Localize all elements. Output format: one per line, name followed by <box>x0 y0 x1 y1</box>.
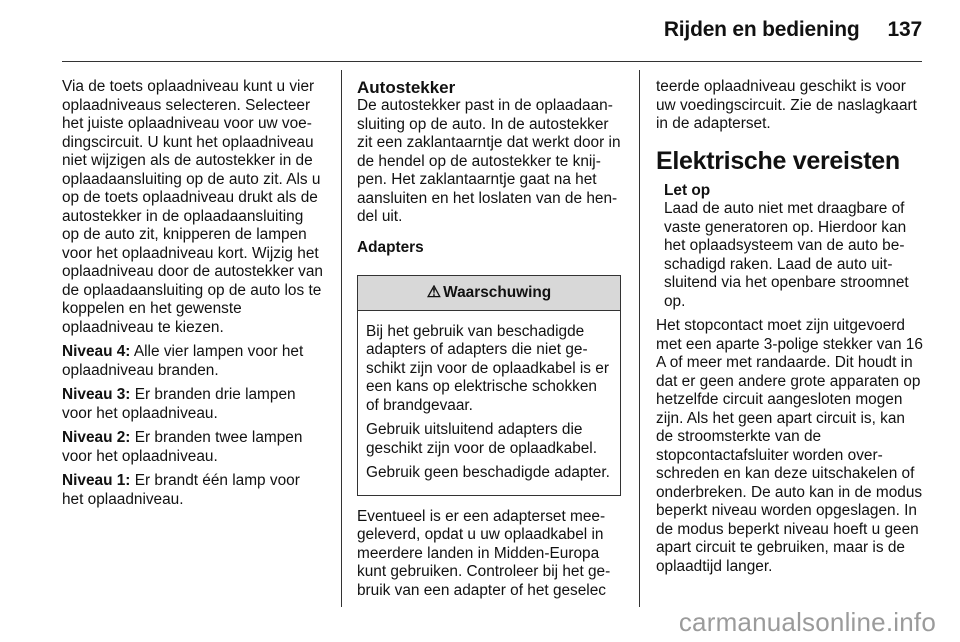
adapter-paragraph: Eventueel is er een adapterset meegeleverd, opdat u uw oplaadkabel in meerdere landen in Midden-Europa kunt gebruiken. Controleer bij het gebruik van een adapter of het geselec <box>357 507 611 599</box>
warning-paragraph: Gebruik geen beschadigde adapter. <box>366 464 610 481</box>
level-1-item <box>62 472 324 509</box>
warning-paragraph: Bij het gebruik van beschadigde adapters of adapters die niet geschikt zijn voor de oplaadkabel is er een kans op elektrische schokken of brandgevaar. <box>366 322 609 414</box>
level-text: Er branden twee lampen voor het oplaadniveau. <box>62 429 303 465</box>
column-3 <box>656 78 924 582</box>
page-header <box>664 18 922 42</box>
warning-triangle-icon: ⚠ <box>426 284 442 301</box>
column-1 <box>62 78 324 515</box>
level-text: Er brandt één lamp voor het oplaadniveau. <box>62 472 300 508</box>
section-heading-autostekker: Autostekker <box>357 78 456 97</box>
level-2-item <box>62 429 324 466</box>
column-divider <box>341 70 342 607</box>
level-label: Niveau 2: <box>62 429 131 446</box>
column-2 <box>357 78 621 606</box>
section-heading-elektrische-vereisten: Elektrische vereisten <box>656 146 900 175</box>
warning-body <box>358 311 620 495</box>
note-body: Laad de auto niet met draagbare of vaste generatoren op. Hierdoor kan het oplaadsysteem van de auto beschadigd raken. Laad de auto uitsluitend via het openbare stroomnet op. <box>664 200 909 310</box>
subheading-adapters: Adapters <box>357 238 424 256</box>
header-rule <box>62 61 922 62</box>
column-divider <box>639 70 640 607</box>
note-box <box>656 182 924 312</box>
warning-header <box>358 276 620 311</box>
warning-paragraph: Gebruik uitsluitend adapters die geschikt zijn voor de oplaadkabel. <box>366 421 598 457</box>
level-text: Alle vier lampen voor het oplaadniveau branden. <box>62 343 304 379</box>
page-title: Rijden en bediening <box>663 18 860 41</box>
level-label: Niveau 3: <box>62 386 131 403</box>
requirements-paragraph: Het stopcontact moet zijn uitgevoerd met een aparte 3-polige stekker van 16 A of meer met randaarde. Dit houdt in dat er geen andere grote apparaten op hetzelfde circuit aangesloten mogen zijn. Als het geen apart circuit is, kan de stroomsterkte van de stopcontactafsluiter worden overschreden en kan deze uitschakelen of onderbreken. De auto kan in de modus beperkt niveau worden opgeslagen. In de modus beperkt niveau hoeft u geen apart circuit te gebruiken, maar is de oplaadtijd langer. <box>656 317 923 575</box>
level-label: Niveau 4: <box>62 343 131 360</box>
warning-title: Waarschuwing <box>443 284 552 301</box>
intro-paragraph: Via de toets oplaadniveau kunt u vier oplaadniveaus selecteren. Selecteer het juiste oplaadniveau voor uw voedingscircuit. U kunt het oplaadniveau niet wijzigen als de autostekker in de oplaadaansluiting op de auto zit. Als u op de toets oplaadniveau drukt als de autostekker in de oplaadaansluiting op de auto zit, knipperen de lampen voor het oplaadniveau kort. Wijzig het oplaadniveau door de autostekker van de oplaadaansluiting op de auto los te koppelen en het gewenste oplaadniveau te kiezen. <box>62 78 323 336</box>
autostekker-paragraph: De autostekker past in de oplaadaansluiting op de auto. In de autostekker zit een zaklantaarntje dat werkt door in de hendel op de autostekker te knijpen. Het zaklantaarntje gaat na het aansluiten en het loslaten van de hendel uit. <box>357 97 621 225</box>
level-3-item <box>62 386 324 423</box>
continued-paragraph: teerde oplaadniveau geschikt is voor uw voedingscircuit. Zie de naslagkaart in de adapterset. <box>656 78 917 132</box>
level-text: Er branden drie lampen voor het oplaadniveau. <box>62 386 296 422</box>
level-4-item <box>62 343 324 380</box>
page-number: 137 <box>887 18 922 41</box>
watermark: carmanualsonline.info <box>678 607 936 637</box>
note-title: Let op <box>664 181 711 199</box>
level-label: Niveau 1: <box>62 472 131 489</box>
warning-box <box>357 275 621 496</box>
